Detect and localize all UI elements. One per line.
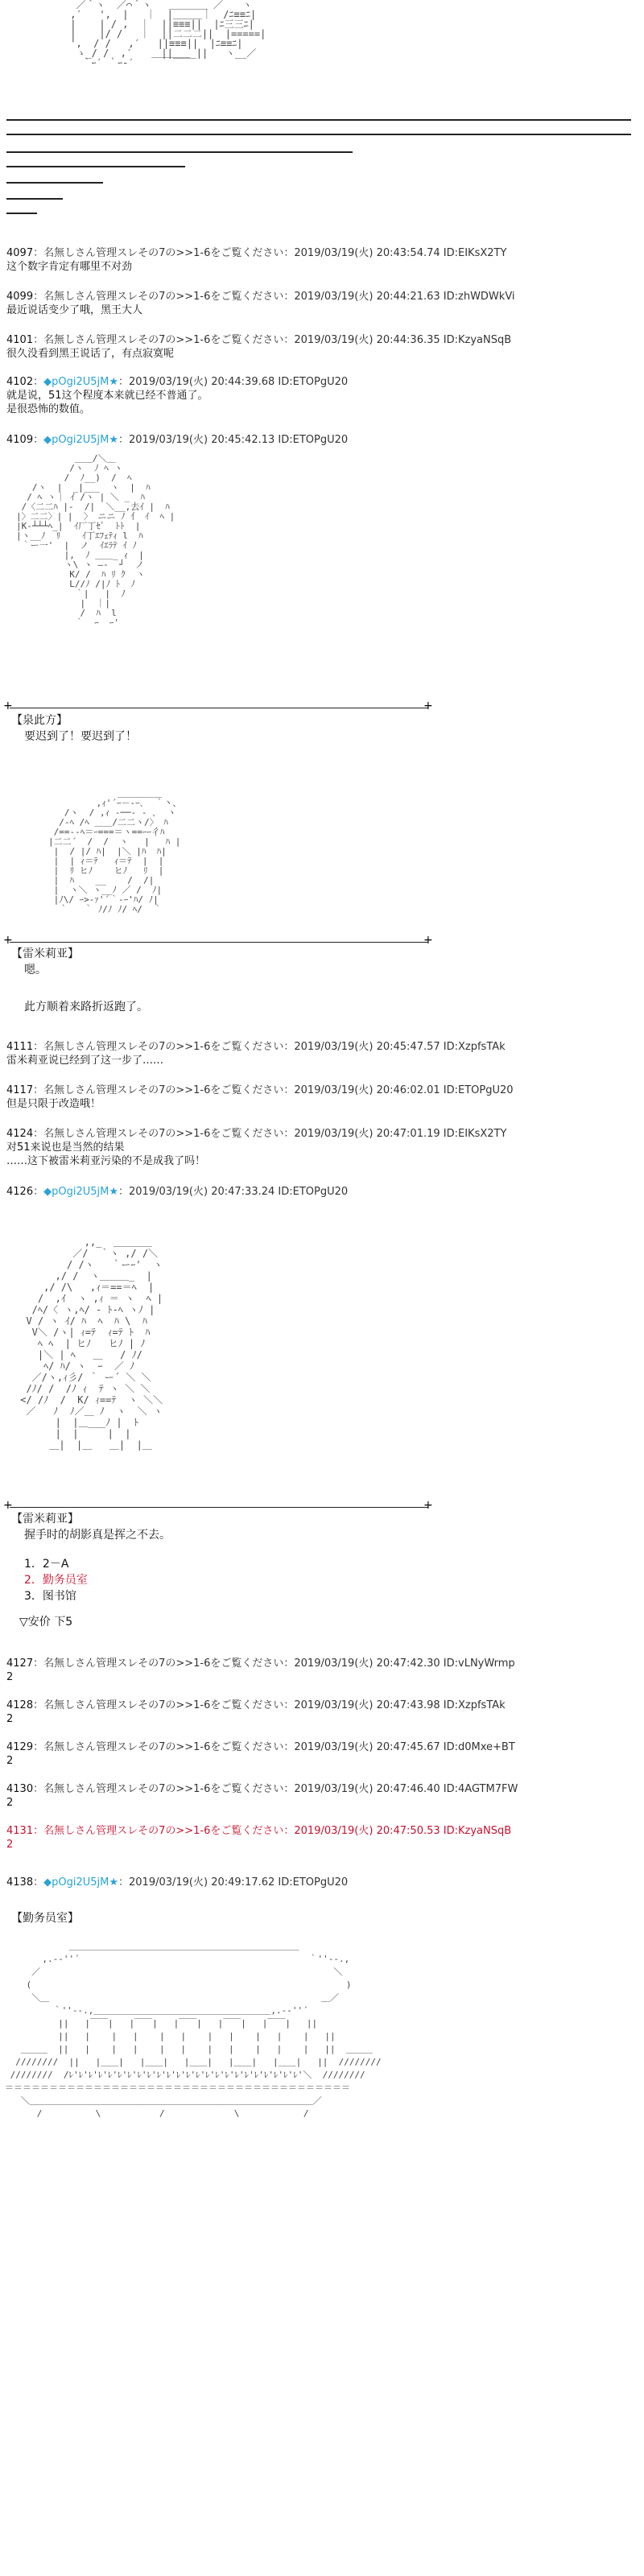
post-4130	[6, 1782, 634, 1810]
header-rule-2	[6, 134, 631, 135]
speech-line: 嗯。	[24, 964, 47, 976]
post-tripcode: ◆pOgi2U5jM	[43, 434, 109, 446]
ascii-art-konata: ＿＿/＼＿ /ヽ ﾉ ﾍ ヽ / ﾉ__) / ﾍ /ヽ | _|___ ヽ | ﾊ / ﾍ ヽ｜ ｲ /ヽ | ＼ _ ﾊ /〈二二ﾊ |- /| ＼__,去ｲ | ﾊ |〉二二〉| | 〉 ニニ ﾉ 亻 ｲ ﾍ | |K‐┴┴┴ﾍ_| ｲ厂丁ｾﾞ ﾄﾄ | |ヽ__ﾉ ﾘ ｲ丁ｴﾌｪﾃｨ l ﾊ ｀ー一' | ノ ｲｴﾗﾃ ｲ ﾉ |, ﾉ ＿＿_ ｨ | ヽ\ ヽ ―‐ ┘ ノ K/ / ﾊ ﾘ ｸ ヽ L//ﾉ /|ﾉ ﾄ ﾉ ｀| | ﾉ | ｜| / ﾊ l ｀ ｰ ｰ'	[16, 453, 175, 628]
post-body: 2	[6, 1755, 14, 1767]
post-meta: ：名無しさん管理スレその7の>>1-6をご覧ください：2019/03/19(火) 20:47:43.98 ID:XzpfsTAk	[33, 1699, 506, 1711]
ascii-art-office: ＿＿＿＿＿＿＿＿＿＿＿＿＿＿＿＿＿＿＿＿＿＿＿＿＿＿ ,.-‐''´ ｀''‐-., ／ ＼ ( ) ＼＿ ＿／ ｀''‐-.,＿＿＿＿＿＿＿＿＿＿＿＿＿＿＿＿＿＿＿＿,.-‐''´ || |￣￣| |￣￣| |￣￣| |￣￣| |￣￣| || || | | | | | | | | | | || ＿＿＿ || | | | | | | | | | | || ＿＿＿ //////// || |＿＿| |＿＿| |＿＿| |＿＿| |＿＿| || //////// //////// /ﾚ'ﾚ'ﾚ'ﾚ'ﾚ'ﾚ'ﾚ'ﾚ'ﾚ'ﾚ'ﾚ'ﾚ'ﾚ'ﾚ'ﾚ'ﾚ'ﾚ'ﾚ'ﾚ'ﾚ'ﾚ'ﾚ'ﾚ'ﾚ'＼ //////// ＝＝＝＝＝＝＝＝＝＝＝＝＝＝＝＝＝＝＝＝＝＝＝＝＝＝＝＝＝＝＝＝＝＝＝＝＝＝＝ ＼＿＿＿＿＿＿＿＿＿＿＿＿＿＿＿＿＿＿＿＿＿＿＿＿＿＿＿＿＿＿＿＿／ / \ / \ /	[5, 1941, 382, 2119]
star-icon: ★	[109, 1876, 118, 1889]
post-4101	[6, 333, 634, 361]
post-body: 这个数字肯定有哪里不对劲	[6, 261, 133, 273]
post-number: 4129	[6, 1741, 34, 1753]
post-4128	[6, 1699, 634, 1726]
post-separator: ：	[33, 1876, 44, 1889]
post-header	[6, 1084, 634, 1097]
post-4102	[6, 375, 634, 416]
post-body: 2	[6, 1671, 14, 1683]
post-body: 最近说话变少了哦，黑王大人	[6, 304, 143, 316]
post-number: 4131	[6, 1825, 34, 1837]
vote-anchor: ▽安价 下5	[19, 1616, 73, 1629]
post-4129	[6, 1740, 634, 1768]
post-4097	[6, 246, 634, 274]
choice-option-2: 2．勤务员室	[24, 1574, 88, 1587]
post-4117	[6, 1084, 634, 1111]
post-number: 4127	[6, 1657, 34, 1670]
post-4124	[6, 1127, 634, 1168]
narration-line: 此方顺着来路折返跑了。	[24, 1001, 148, 1013]
post-header	[6, 1782, 634, 1796]
post-number: 4109	[6, 434, 34, 446]
post-number: 4111	[6, 1041, 34, 1053]
post-number: 4128	[6, 1699, 34, 1711]
post-body: 就是说，51这个程度本来就已经不普通了。	[6, 390, 208, 402]
post-separator: ：	[33, 376, 44, 388]
scene-divider	[10, 1507, 428, 1508]
header-ascii-art: ／｀ヽ ／⌒｀ヽ ＿＿＿＿ ／￣￣ヽ ,′ ', | ｜ |＿＿＿｜ /ﾆ≡≡ﾆ| | | / , ｜ ||≡≡≡|| |ﾆ三三ﾆ| | |/ / ｜ ||二二二|| |=====| ', / / ,′ ||≡≡≡|| |ﾆ≡≡ﾆ| ゝ_/ / ,′ ||____|| ヽ__／ ｀ｰ′ ｀ｰ‐′ ￣￣￣￣	[70, 0, 266, 68]
post-body: 很久没看到黑王说话了，有点寂寞呢	[6, 348, 175, 360]
post-header	[6, 1185, 634, 1199]
post-number: 4138	[6, 1876, 34, 1889]
post-meta: ：名無しさん管理スレその7の>>1-6をご覧ください：2019/03/19(火) 20:45:47.57 ID:XzpfsTAk	[33, 1041, 506, 1053]
post-header	[6, 1876, 634, 1889]
post-number: 4101	[6, 334, 34, 346]
post-separator: ：	[33, 1186, 44, 1198]
post-header	[6, 1824, 634, 1838]
ascii-art-remilia: ＿＿＿＿＿ ,ｨ'´ｰ－‐ｰ､ ｀丶、 /ヽ / ,ｨ ‐──‐ - ､ ヽ /‐ﾍ /ﾍ ＿＿/二二ヽ/〉 ﾊ /==--ﾍ＝ｰ===＝ヽ==ｰｰ彳ﾊ |二二´ / / ヽ | ﾊ | | / |/ ﾊ| |＼ |ﾊ ﾊ| | | ｨ＝ﾃ ｨ＝ﾃ | | | ﾘ ヒﾉ ヒﾉ ﾘ | | ﾊ __ / /| | ヽ＼ ヽ__ﾉ ／ / ﾉ| |ﾉ\/ ｰ>-ｧ'´｀-ｰ'ﾊ/ ﾉ| ｀ ｀ ﾉ/ﾉ ﾉ/ ﾍ/ ｀	[48, 788, 182, 914]
scene-divider	[10, 942, 428, 943]
post-header	[6, 290, 634, 303]
star-icon: ★	[109, 1186, 118, 1198]
post-number: 4124	[6, 1128, 34, 1140]
speaker-tag: 【泉此方】	[11, 714, 68, 727]
post-header	[6, 1657, 634, 1670]
location-tag: 【勤务员室】	[11, 1912, 79, 1925]
post-meta: ：2019/03/19(火) 20:49:17.62 ID:ETOPgU20	[118, 1876, 349, 1889]
post-number: 4102	[6, 376, 34, 388]
star-icon: ★	[109, 376, 118, 388]
scene-divider-left-marker: +	[3, 934, 13, 947]
scene-divider-left-marker: +	[3, 1499, 13, 1512]
post-body: 2	[6, 1713, 14, 1725]
post-number: 4126	[6, 1186, 34, 1198]
ascii-art-remilia-2: ,,_ ＿＿＿＿ ／/ ｀ヽ ,/ /＼ / /ヽ ｀ーｰ' ヽ ,/ / ヽ＿＿＿_ | ,/ /\ ,ｨ＝==＝ﾍ | / ,ｲ ヽ ,ｨ ＝ ヽ ﾍ | /ﾍ/〈 ヽ,ﾍ/ ‐ ﾄ‐ﾍ ヽﾉ | V / ヽ ｲ/ ﾊ ﾍ ﾊ \ ﾊ V＼ /ヽ| ｨ=ﾃ ｨ=ﾃ ﾄ ﾊ ﾍ ﾍ | ヒﾉ ヒﾉ | ﾉ |＼ | ﾍ ＿ / ﾉ/ ﾍ/ ﾊ/ ヽ ｰ ／ ﾉ ／/ヽ,ｨ彡/ ｀ ー´ ＼ ＼ /ﾉ/ / /ﾉ ｨ ﾃ ヽ ＼ ＼ </ /ﾉ / K/ ｨ==ﾃ ヽ ＼＼ ／ ﾉ ﾉ／＿ ﾉ ヽ ＼ ヽ | |＿___ﾉ | ﾄ | | | | ＿| |＿ ＿| |＿	[20, 1236, 163, 1451]
post-body: 是很恐怖的数值。	[6, 403, 91, 415]
header-rule-4	[6, 166, 185, 167]
post-header	[6, 1740, 634, 1754]
post-separator: ：	[33, 434, 44, 446]
post-meta: ：2019/03/19(火) 20:47:33.24 ID:ETOPgU20	[118, 1186, 349, 1198]
post-body: 雷米莉亚说已经到了这一步了……	[6, 1055, 164, 1067]
post-header	[6, 333, 634, 347]
star-icon: ★	[109, 434, 118, 446]
choice-option-1: 1．2－A	[24, 1558, 69, 1571]
post-body: 但是只限于改造哦！	[6, 1098, 101, 1110]
post-body: 对51来说也是当然的结果	[6, 1141, 125, 1154]
post-header	[6, 1127, 634, 1141]
post-body: ……这下被雷米莉亚污染的不是成我了吗！	[6, 1155, 206, 1167]
post-meta: ：2019/03/19(火) 20:44:39.68 ID:ETOPgU20	[118, 376, 349, 388]
post-4131	[6, 1824, 634, 1852]
post-number: 4117	[6, 1084, 34, 1096]
scene-divider-right-marker: +	[423, 934, 433, 947]
post-meta: ：名無しさん管理スレその7の>>1-6をご覧ください：2019/03/19(火) 20:46:02.01 ID:ETOPgU20	[33, 1084, 514, 1096]
post-4127	[6, 1657, 634, 1684]
speech-line: 握手时的胡影真是挥之不去。	[24, 1529, 171, 1542]
post-4111	[6, 1040, 634, 1067]
post-number: 4130	[6, 1783, 34, 1795]
post-4109	[6, 433, 634, 447]
post-body: 2	[6, 1797, 14, 1809]
speaker-tag: 【雷米莉亚】	[11, 1513, 79, 1525]
post-header	[6, 1040, 634, 1054]
post-tripcode: ◆pOgi2U5jM	[43, 1876, 109, 1889]
post-number: 4097	[6, 247, 34, 259]
post-4126	[6, 1185, 634, 1199]
post-header	[6, 1699, 634, 1712]
header-rule-7	[6, 213, 37, 214]
header-rule-6	[6, 198, 63, 200]
header-rule-1	[6, 119, 631, 121]
scene-divider-left-marker: +	[3, 700, 13, 712]
post-meta: ：2019/03/19(火) 20:45:42.13 ID:ETOPgU20	[118, 434, 349, 446]
post-header	[6, 246, 634, 260]
scene-divider-right-marker: +	[423, 1499, 433, 1512]
post-body: 2	[6, 1839, 14, 1851]
header-rule-5	[6, 182, 103, 184]
choice-option-3: 3．图书馆	[24, 1590, 76, 1603]
post-4138	[6, 1876, 634, 1889]
post-meta: ：名無しさん管理スレその7の>>1-6をご覧ください：2019/03/19(火) 20:47:45.67 ID:d0Mxe+BT	[33, 1741, 515, 1753]
speaker-tag: 【雷米莉亚】	[11, 947, 79, 960]
post-meta: ：名無しさん管理スレその7の>>1-6をご覧ください：2019/03/19(火) 20:43:54.74 ID:EIKsX2TY	[33, 247, 507, 259]
post-meta: ：名無しさん管理スレその7の>>1-6をご覧ください：2019/03/19(火) 20:47:42.30 ID:vLNyWrmp	[33, 1657, 515, 1670]
scene-divider-right-marker: +	[423, 700, 433, 712]
speech-line: 要迟到了！要迟到了！	[24, 730, 137, 743]
post-meta: ：名無しさん管理スレその7の>>1-6をご覧ください：2019/03/19(火) 20:47:01.19 ID:EIKsX2TY	[33, 1128, 507, 1140]
post-meta: ：名無しさん管理スレその7の>>1-6をご覧ください：2019/03/19(火) 20:47:46.40 ID:4AGTM7FW	[33, 1783, 518, 1795]
header-rule-3	[6, 151, 353, 153]
post-tripcode: ◆pOgi2U5jM	[43, 1186, 109, 1198]
post-tripcode: ◆pOgi2U5jM	[43, 376, 109, 388]
post-number: 4099	[6, 291, 34, 303]
post-4099	[6, 290, 634, 317]
post-meta: ：名無しさん管理スレその7の>>1-6をご覧ください：2019/03/19(火) 20:44:36.35 ID:KzyaNSqB	[33, 334, 512, 346]
post-header	[6, 375, 634, 389]
post-header	[6, 433, 634, 447]
post-meta: ：名無しさん管理スレその7の>>1-6をご覧ください：2019/03/19(火) 20:44:21.63 ID:zhWDWkVi	[33, 291, 515, 303]
post-meta: ：名無しさん管理スレその7の>>1-6をご覧ください：2019/03/19(火) 20:47:50.53 ID:KzyaNSqB	[33, 1825, 512, 1837]
